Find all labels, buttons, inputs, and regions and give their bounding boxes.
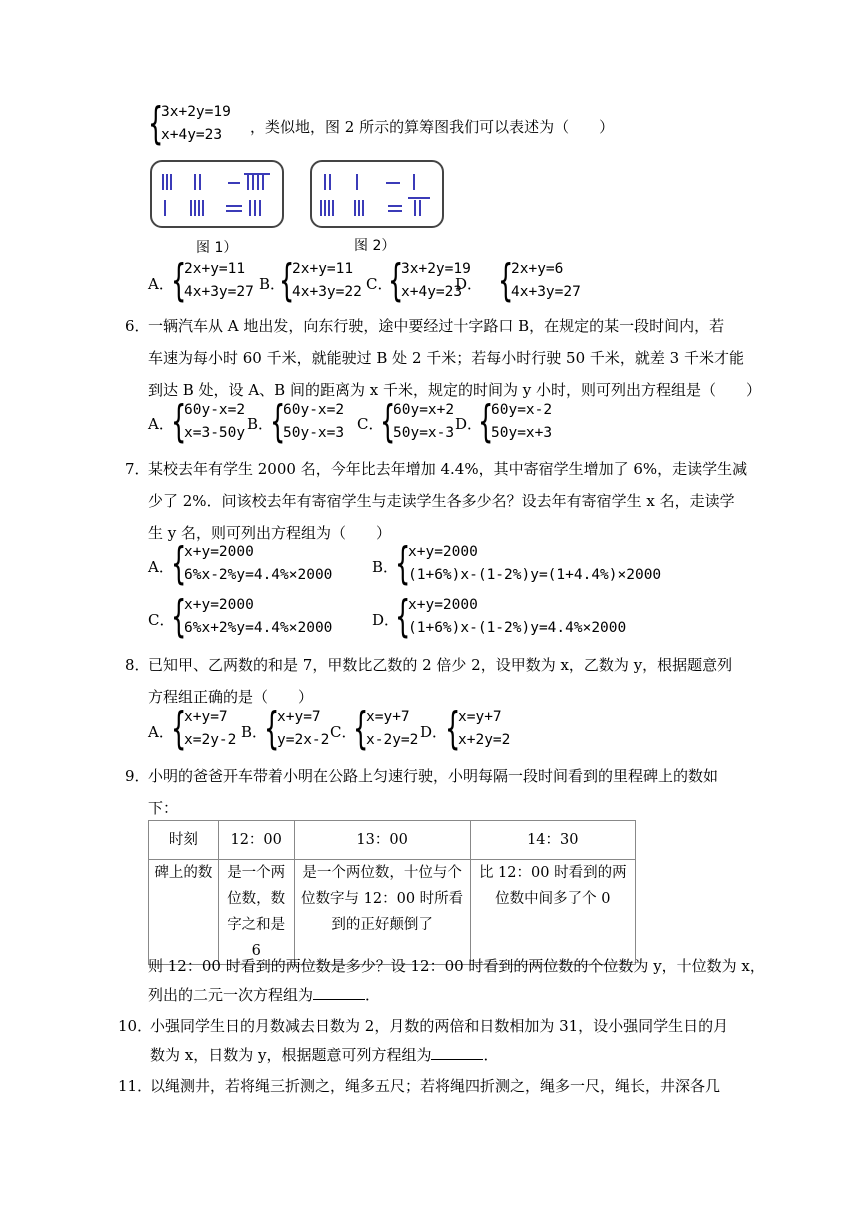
q8-option-c-label: C． bbox=[330, 723, 357, 741]
brace-icon: { bbox=[171, 255, 187, 306]
question-text-line: 数为 x，日数为 y，根据题意可列方程组为 ． bbox=[150, 1046, 499, 1064]
q8-option-d-label: D． bbox=[420, 723, 448, 741]
question-text-line: 下： bbox=[148, 799, 179, 817]
question-text-line: 一辆汽车从 A 地出发，向东行驶，途中要经过十字路口 B，在规定的某一段时间内，若 bbox=[148, 317, 725, 335]
question-number: 6． bbox=[125, 317, 150, 335]
q7-option-b[interactable]: { x+y=2000 (1+6%)x-(1-2%)y=(1+4.4%)×2000 bbox=[395, 544, 662, 589]
brace-icon: { bbox=[498, 255, 514, 306]
q6-option-c-label: C． bbox=[357, 415, 384, 433]
question-number: 8． bbox=[125, 656, 150, 674]
answer-blank[interactable] bbox=[431, 1045, 483, 1060]
q5-option-d-label: D． bbox=[455, 275, 483, 293]
brace-icon: { bbox=[171, 396, 187, 447]
question-number: 7． bbox=[125, 460, 150, 478]
figure-2-caption: 图 2） bbox=[354, 238, 396, 254]
question-text-line: 则 12：00 时看到的两位数是多少？设 12：00 时看到的两位数的个位数为 y，十位数为 x， bbox=[148, 957, 765, 975]
brace-icon: { bbox=[264, 703, 280, 754]
q7-option-d[interactable]: { x+y=2000 (1+6%)x-(1-2%)y=4.4%×2000 bbox=[395, 597, 627, 642]
brace-icon: { bbox=[380, 396, 396, 447]
q6-option-b-label: B． bbox=[247, 415, 274, 433]
q7-option-d-label: D． bbox=[372, 611, 400, 629]
q7-option-c[interactable]: { x+y=2000 6%x+2%y=4.4%×2000 bbox=[171, 597, 333, 642]
table-header-cell: 14：30 bbox=[470, 821, 635, 860]
question-text-line: 车速为每小时 60 千米，就能驶过 B 处 2 千米；若每小时行驶 50 千米，就差 3 千米才能 bbox=[148, 349, 744, 367]
q6-option-a-label: A． bbox=[148, 415, 174, 433]
figure-1-counting-rods bbox=[150, 160, 284, 228]
question-text-line: 小强同学生日的月数减去日数为 2，月数的两倍和日数相加为 31，设小强同学生日的月 bbox=[150, 1017, 729, 1035]
q7-option-a[interactable]: { x+y=2000 6%x-2%y=4.4%×2000 bbox=[171, 544, 333, 589]
brace-icon: { bbox=[395, 544, 411, 589]
brace-icon: { bbox=[353, 703, 369, 754]
answer-blank[interactable] bbox=[313, 985, 365, 1000]
brace-icon: { bbox=[395, 597, 411, 642]
table-row-label: 碑上的数 bbox=[149, 860, 219, 965]
question-number: 10． bbox=[118, 1017, 153, 1035]
q7-option-b-label: B． bbox=[372, 558, 399, 576]
table-row bbox=[149, 860, 636, 965]
question-number: 11． bbox=[118, 1077, 153, 1095]
brace-icon: { bbox=[270, 396, 286, 447]
brace-icon: { bbox=[171, 703, 187, 754]
q5-option-c-label: C． bbox=[366, 275, 393, 293]
q6-option-d-label: D． bbox=[455, 415, 483, 433]
q7-option-c-label: C． bbox=[148, 611, 175, 629]
question-text-line: 少了 2%．问该校去年有寄宿学生与走读学生各多少名？设去年有寄宿学生 x 名，走读学 bbox=[148, 492, 735, 510]
table-header-cell: 12：00 bbox=[218, 821, 294, 860]
table-header-cell: 时刻 bbox=[149, 821, 219, 860]
brace-icon: { bbox=[171, 544, 187, 589]
milestone-table bbox=[148, 820, 636, 965]
question-text-line: 以绳测井，若将绳三折测之，绳多五尺；若将绳四折测之，绳多一尺，绳长，井深各几 bbox=[150, 1077, 721, 1095]
question-text-line: 方程组正确的是（ ） bbox=[148, 688, 314, 706]
q7-option-a-label: A． bbox=[148, 558, 174, 576]
brace-icon: { bbox=[171, 597, 187, 642]
table-cell: 是一个两位数，十位与个位数字与 12：00 时所看到的正好颠倒了 bbox=[294, 860, 470, 965]
question-text-line: 某校去年有学生 2000 名，今年比去年增加 4.4%，其中寄宿学生增加了 6%，走读学生减 bbox=[148, 460, 748, 478]
brace-icon: { bbox=[279, 255, 295, 306]
table-cell: 比 12：00 时看到的两位数中间多了个 0 bbox=[470, 860, 635, 965]
question-number: 9． bbox=[125, 767, 150, 785]
intro-text: ，类似地，图 2 所示的算筹图我们可以表述为（ ） bbox=[250, 118, 615, 136]
q5-option-a-label: A． bbox=[148, 275, 174, 293]
question-text-line: 已知甲、乙两数的和是 7，甲数比乙数的 2 倍少 2，设甲数为 x，乙数为 y，根据题意列 bbox=[148, 656, 733, 674]
brace-icon: { bbox=[148, 98, 164, 149]
q5-option-b-label: B． bbox=[259, 275, 286, 293]
question-text-line: 小明的爸爸开车带着小明在公路上匀速行驶，小明每隔一段时间看到的里程碑上的数如 bbox=[148, 767, 719, 785]
question-text-line: 到达 B 处，设 A、B 间的距离为 x 千米，规定的时间为 y 小时，则可列出方程组是（ ） bbox=[148, 381, 761, 399]
table-cell: 是一个两位数，数字之和是 6 bbox=[218, 860, 294, 965]
figure-1-caption: 图 1） bbox=[196, 240, 238, 256]
question-text-line: 列出的二元一次方程组为 ． bbox=[148, 986, 381, 1004]
table-header-cell: 13：00 bbox=[294, 821, 470, 860]
brace-icon: { bbox=[445, 703, 461, 754]
table-header-row bbox=[149, 821, 636, 860]
question-text-line: 生 y 名，则可列出方程组为（ ） bbox=[148, 524, 392, 542]
figure-2-counting-rods bbox=[310, 160, 444, 228]
q8-option-b-label: B． bbox=[241, 723, 268, 741]
brace-icon: { bbox=[478, 396, 494, 447]
brace-icon: { bbox=[388, 255, 404, 306]
q8-option-a-label: A． bbox=[148, 723, 174, 741]
